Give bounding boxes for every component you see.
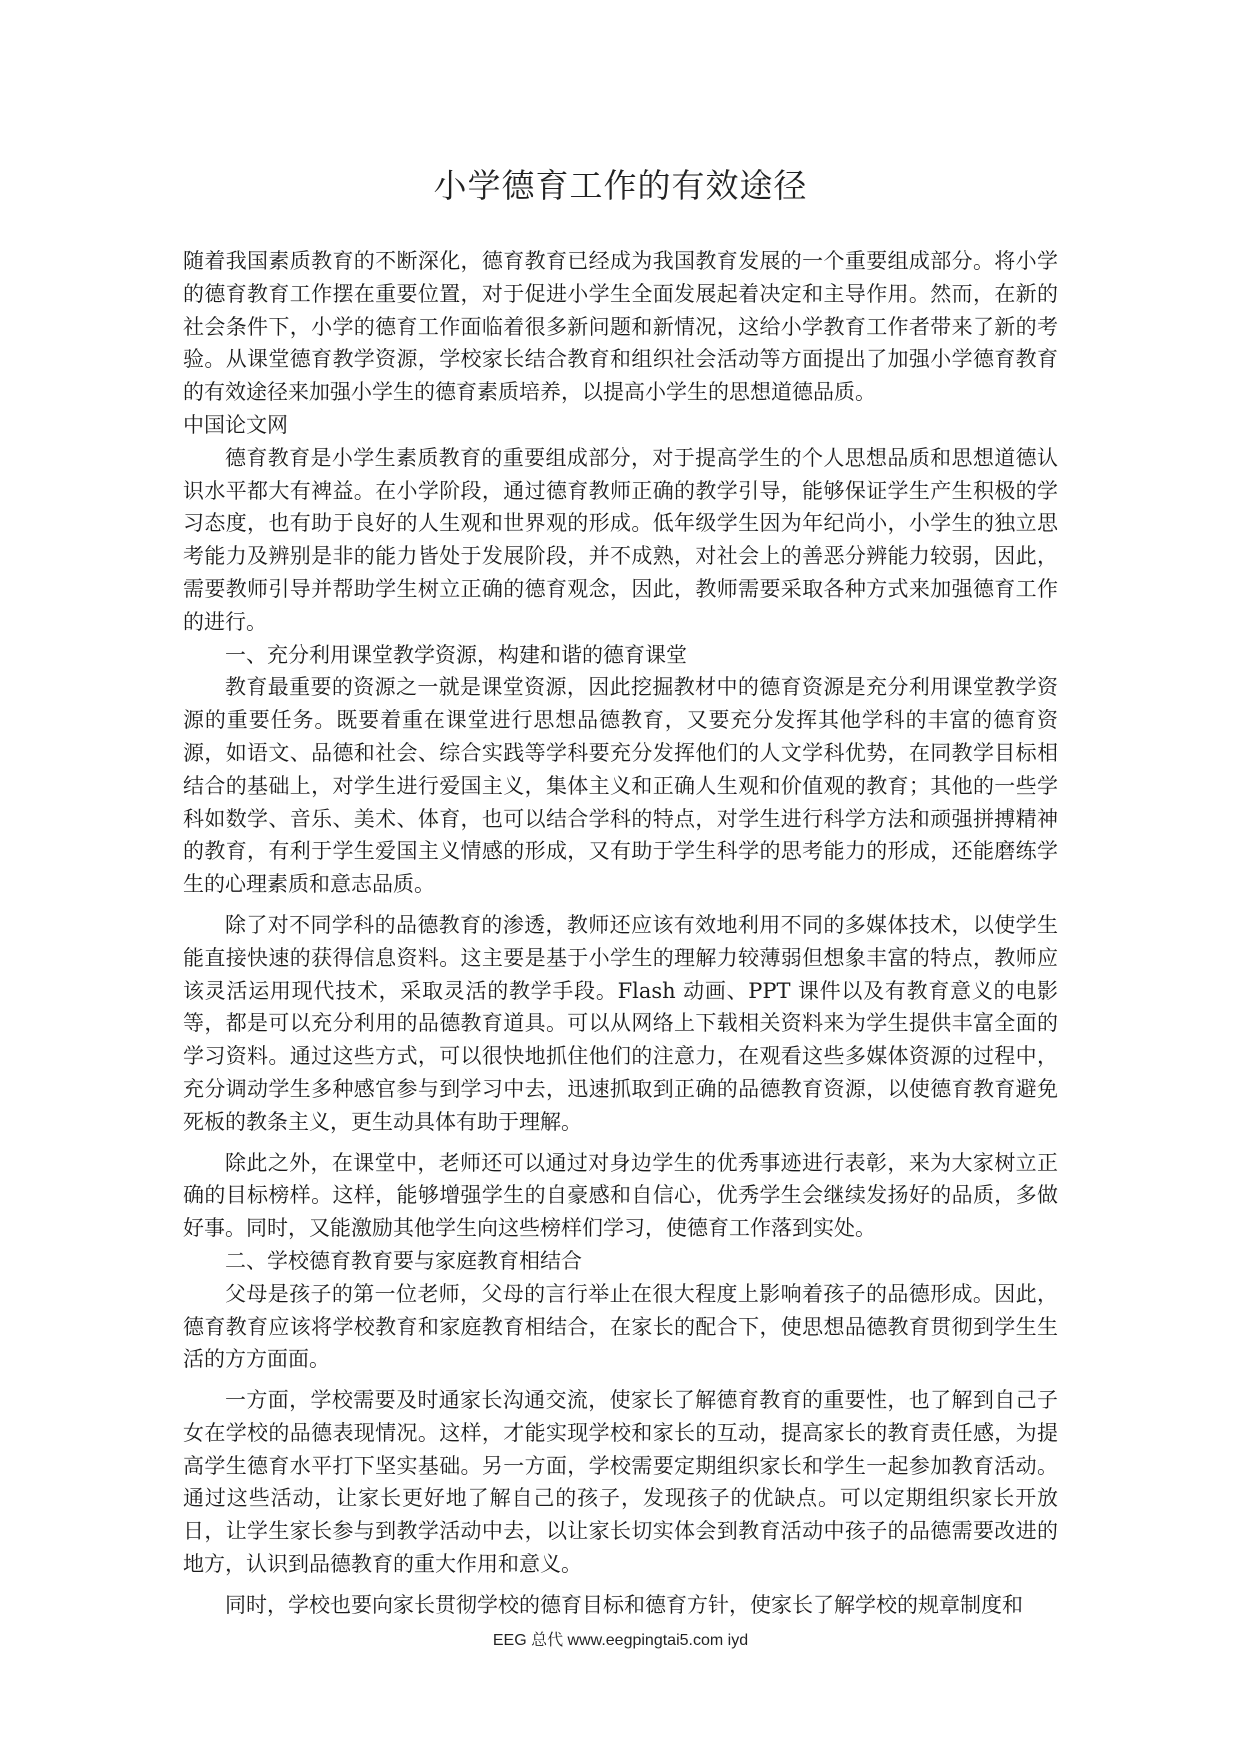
- body-paragraph: 一方面，学校需要及时通家长沟通交流，使家长了解德育教育的重要性，也了解到自己子女在学校的品德表现情况。这样，才能实现学校和家长的互动，提高家长的教育责任感，为提高学生德育水平打下坚实基础。另一方面，学校需要定期组织家长和学生一起参加教育活动。通过这些活动，让家长更好地了解自己的孩子，发现孩子的优缺点。可以定期组织家长开放日，让学生家长参与到教学活动中去，以让家长切实体会到教育活动中孩子的品德需要改进的地方，认识到品德教育的重大作用和意义。: [183, 1388, 1058, 1577]
- body-paragraph: 除此之外，在课堂中，老师还可以通过对身边学生的优秀事迹进行表彰，来为大家树立正确的目标榜样。这样，能够增强学生的自豪感和自信心，优秀学生会继续发扬好的品质，多做好事。同时，又能激励其他学生向这些榜样们学习，使德育工作落到实处。: [183, 1150, 1058, 1241]
- body-paragraph: 德育教育是小学生素质教育的重要组成部分，对于提高学生的个人思想品质和思想道德认识水平都大有裨益。在小学阶段，通过德育教师正确的教学引导，能够保证学生产生积极的学习态度，也有助于良好的人生观和世界观的形成。低年级学生因为年纪尚小，小学生的独立思考能力及辨别是非的能力皆处于发展阶段，并不成熟，对社会上的善恶分辨能力较弱，因此，需要教师引导并帮助学生树立正确的德育观念，因此，教师需要采取各种方式来加强德育工作的进行。: [183, 445, 1058, 634]
- source-label: 中国论文网: [183, 412, 288, 437]
- body-paragraph: 教育最重要的资源之一就是课堂资源，因此挖掘教材中的德育资源是充分利用课堂教学资源的重要任务。既要着重在课堂进行思想品德教育，又要充分发挥其他学科的丰富的德育资源，如语文、品德和社会、综合实践等学科要充分发挥他们的人文学科优势，在同教学目标相结合的基础上，对学生进行爱国主义，集体主义和正确人生观和价值观的教育；其他的一些学科如数学、音乐、美术、体育，也可以结合学科的特点，对学生进行科学方法和顽强拼搏精神的教育，有利于学生爱国主义情感的形成，又有助于学生科学的思考能力的形成，还能磨练学生的心理素质和意志品质。: [183, 675, 1058, 897]
- document-title: 小学德育工作的有效途径: [433, 166, 808, 205]
- page-footer: EEG 总代 www.eegpingtai5.com iyd: [492, 1632, 749, 1649]
- document-body: [183, 245, 1058, 1622]
- intro-paragraph: 随着我国素质教育的不断深化，德育教育已经成为我国教育发展的一个重要组成部分。将小学的德育教育工作摆在重要位置，对于促进小学生全面发展起着决定和主导作用。然而，在新的社会条件下，小学的德育工作面临着很多新问题和新情况，这给小学教育工作者带来了新的考验。从课堂德育教学资源，学校家长结合教育和组织社会活动等方面提出了加强小学德育教育的有效途径来加强小学生的德育素质培养，以提高小学生的思想道德品质。: [183, 249, 1058, 405]
- body-paragraph: 除了对不同学科的品德教育的渗透，教师还应该有效地利用不同的多媒体技术，以使学生能直接快速的获得信息资料。这主要是基于小学生的理解力较薄弱但想象丰富的特点，教师应该灵活运用现代技术，采取灵活的教学手段。Flash 动画、PPT 课件以及有教育意义的电影等，都是可以充分利用的品德教育道具。可以从网络上下载相关资料来为学生提供丰富全面的学习资料。通过这些方式，可以很快地抓住他们的注意力，在观看这些多媒体资源的过程中，充分调动学生多种感官参与到学习中去，迅速抓取到正确的品德教育资源，以使德育教育避免死板的教条主义，更生动具体有助于理解。: [183, 912, 1058, 1134]
- body-paragraph: 同时，学校也要向家长贯彻学校的德育目标和德育方针，使家长了解学校的规章制度和: [225, 1592, 1023, 1617]
- body-paragraph: 父母是孩子的第一位老师，父母的言行举止在很大程度上影响着孩子的品德形成。因此，德育教育应该将学校教育和家庭教育相结合，在家长的配合下，使思想品德教育贯彻到学生生活的方方面面。: [183, 1281, 1058, 1372]
- section-heading-2: 二、学校德育教育要与家庭教育相结合: [225, 1248, 582, 1273]
- section-heading-1: 一、充分利用课堂教学资源，构建和谐的德育课堂: [225, 642, 687, 667]
